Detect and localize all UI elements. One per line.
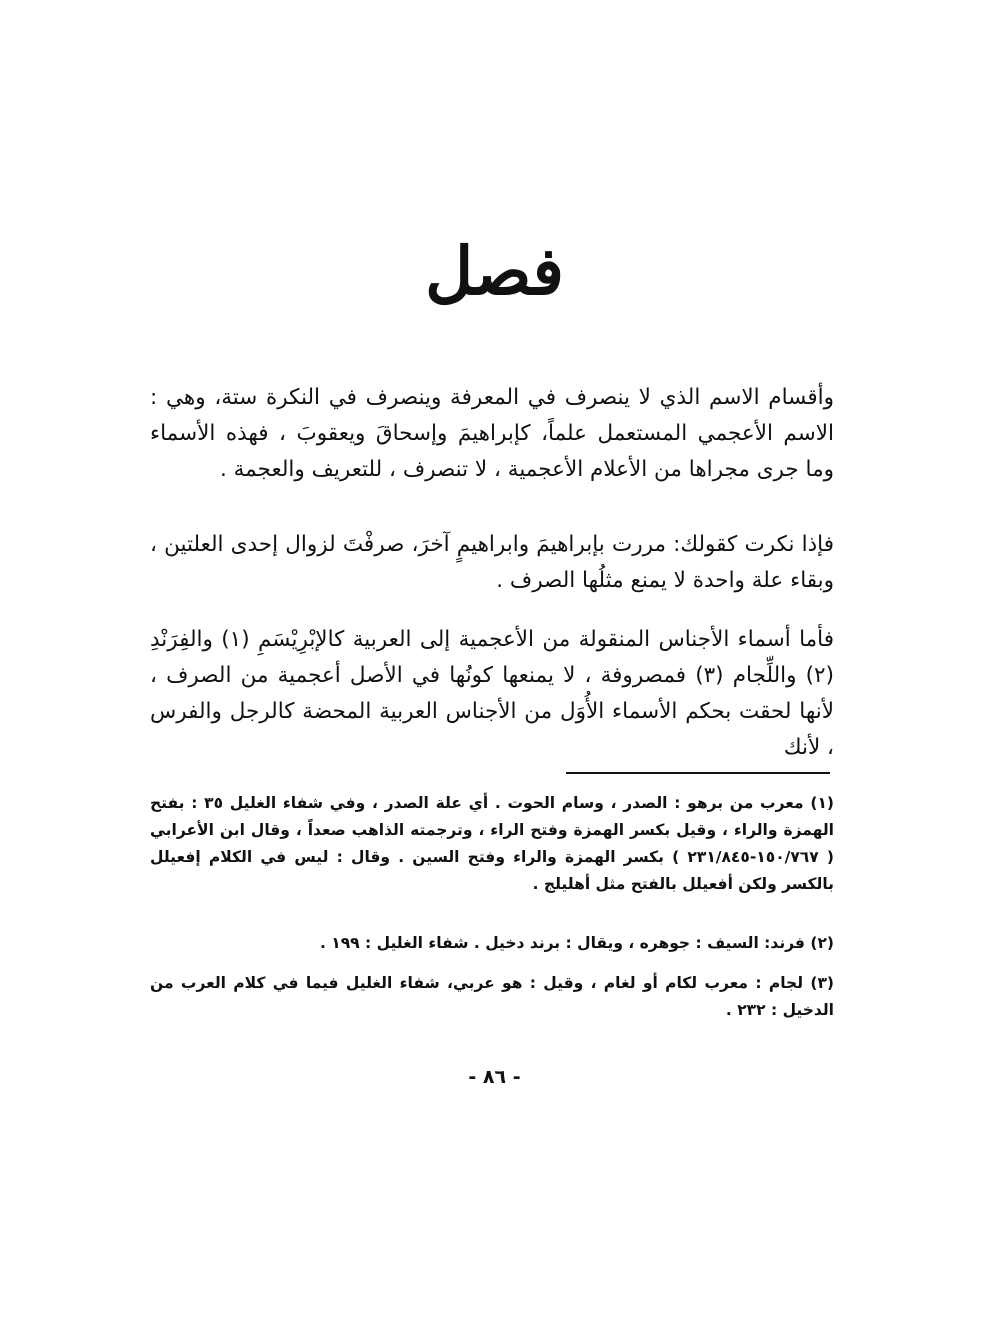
body-paragraph-3: فأما أسماء الأجناس المنقولة من الأعجمية إلى العربية كالإبْرِيْسَمِ (١) والفِرَنْدِ (٢) واللِّجام (٣) فمصروفة ، لا يمنعها كونُها في الأصل أعجمية من الصرف ، لأنها لحقت بحكم الأسماء الأُوَل من الأجناس العربية المحضة كالرجل والفرس ، لأنك — [150, 627, 834, 760]
footnote-1: (١) معرب من برهو : الصدر ، وسام الحوت . أي علة الصدر ، وفي شفاء الغليل ٣٥ : بفتح الهمزة والراء ، وقيل بكسر الهمزة وفتح الراء ، وترجمته الذاهب صعداً ، وقال ابن الأعرابي ( ١٥٠/٧٦٧-٢٣١/٨٤٥ ) بكسر الهمزة والراء وفتح السين . وقال : ليس في الكلام إفعيلل بالكسر ولكن أفعيلل بالفتح مثل أهليلج . — [150, 794, 834, 893]
page-number: - ٨٦ - — [468, 1066, 521, 1088]
footnote-divider — [566, 772, 830, 774]
body-paragraph-2: فإذا نكرت كقولك: مررت بإبراهيمَ وابراهيمٍ آخرَ، صرفْتَ لزوال إحدى العلتين ، وبقاء علة واحدة لا يمنع مثلُها الصرف . — [150, 532, 834, 593]
body-paragraph-1: وأقسام الاسم الذي لا ينصرف في المعرفة وينصرف في النكرة ستة، وهي : الاسم الأعجمي المستعمل علماً، كإبراهيمَ وإسحاقَ ويعقوبَ ، فهذه الأسماء وما جرى مجراها من الأعلام الأعجمية ، لا تنصرف ، للتعريف والعجمة . — [150, 385, 834, 482]
chapter-heading: فصل — [425, 232, 564, 310]
footnote-3: (٣) لجام : معرب لكام أو لغام ، وقيل : هو عربي، شفاء الغليل فيما في كلام العرب من الدخيل : ٢٣٢ . — [150, 974, 834, 1019]
footnote-2: (٢) فرند: السيف : جوهره ، ويقال : برند دخيل . شفاء الغليل : ١٩٩ . — [319, 934, 834, 952]
